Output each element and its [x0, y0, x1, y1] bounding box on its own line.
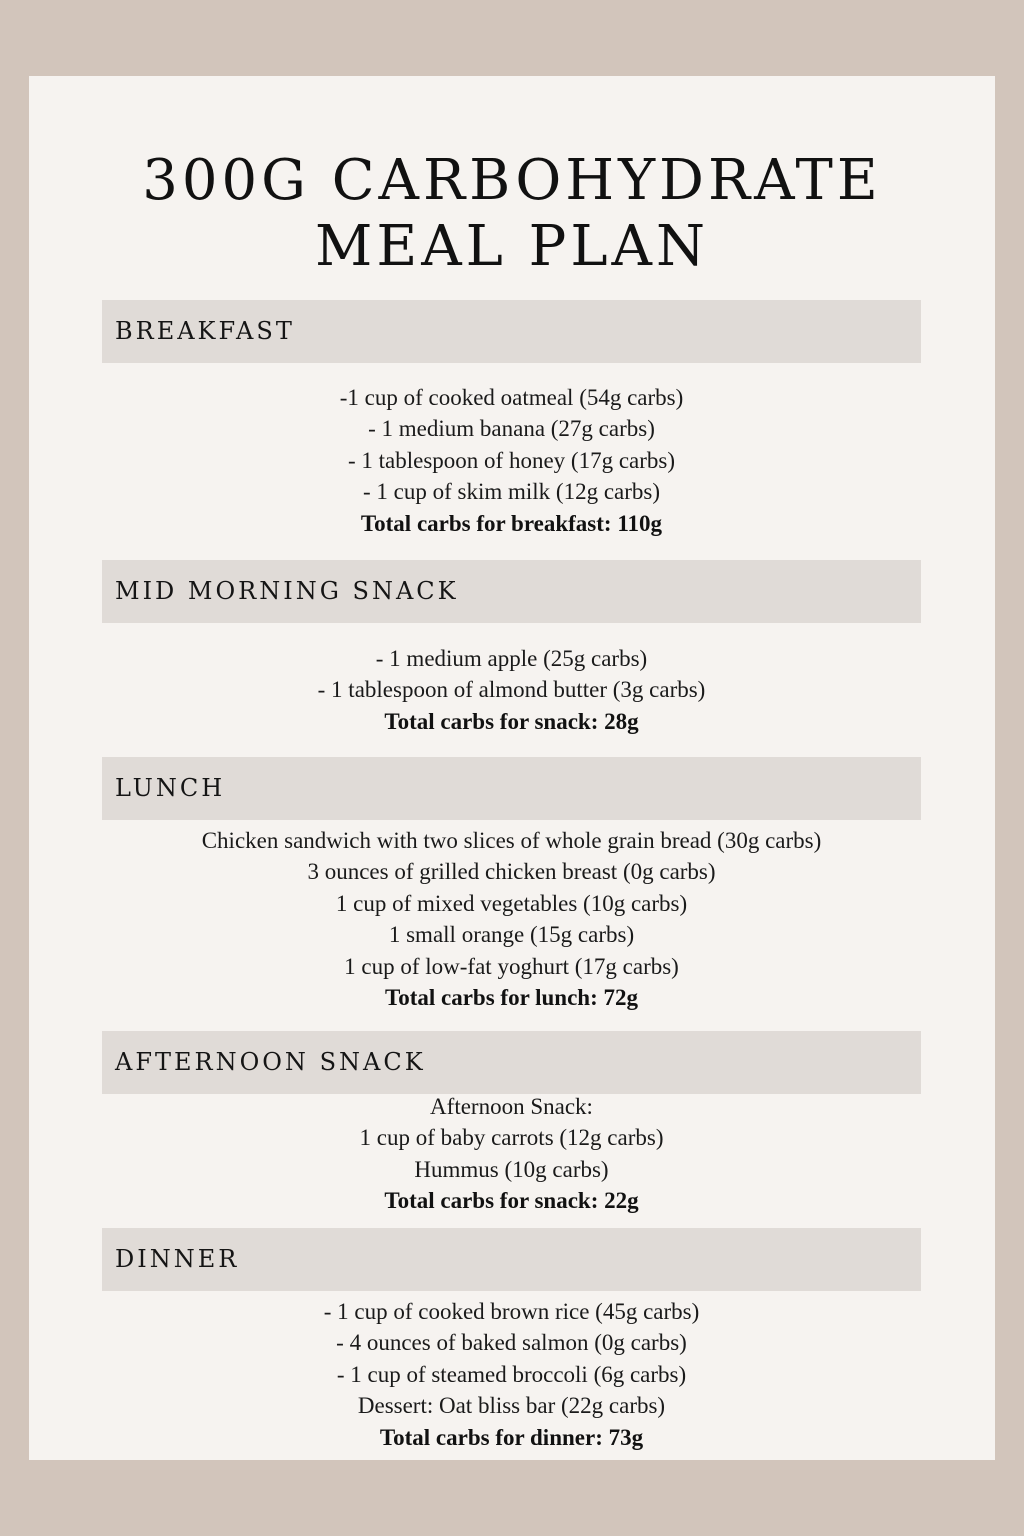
list-item: - 1 medium apple (25g carbs) [375, 646, 648, 671]
section-items-dinner [102, 1296, 921, 1453]
title-line-1: 300G CARBOHYDRATE [142, 148, 882, 213]
list-item: 1 cup of low-fat yoghurt (17g carbs) [344, 953, 679, 979]
section-total: Total carbs for lunch: 72g [384, 985, 639, 1011]
section-items-lunch [102, 825, 921, 1013]
list-item: - 1 cup of steamed broccoli (6g carbs) [336, 1361, 687, 1387]
section-heading: BREAKFAST [115, 317, 295, 345]
section-items-breakfast [102, 382, 921, 539]
list-item: Hummus (10g carbs) [414, 1156, 609, 1182]
section-total: Total carbs for snack: 22g [384, 1188, 639, 1214]
list-item: - 1 medium banana (27g carbs) [368, 416, 655, 442]
list-item: - 1 tablespoon of honey (17g carbs) [347, 447, 676, 473]
list-item: - 4 ounces of baked salmon (0g carbs) [336, 1330, 687, 1356]
list-item: -1 cup of cooked oatmeal (54g carbs) [339, 385, 684, 410]
title-line-2: MEAL PLAN [315, 214, 709, 279]
list-item: - 1 tablespoon of almond butter (3g carbs) [317, 677, 706, 703]
section-total: Total carbs for snack: 28g [384, 708, 639, 734]
section-items-afternoon-snack [102, 1091, 921, 1217]
page-title [0, 148, 1024, 280]
list-item: 3 ounces of grilled chicken breast (0g carbs) [307, 859, 716, 885]
list-item: 1 cup of baby carrots (12g carbs) [359, 1125, 664, 1151]
section-heading: AFTERNOON SNACK [115, 1048, 426, 1076]
list-item: - 1 cup of skim milk (12g carbs) [362, 479, 661, 505]
section-heading: MID MORNING SNACK [115, 577, 459, 605]
list-item: - 1 cup of cooked brown rice (45g carbs) [323, 1299, 700, 1324]
section-header-mid-morning-snack [102, 560, 921, 623]
section-total: Total carbs for dinner: 73g [379, 1424, 644, 1450]
section-header-afternoon-snack [102, 1031, 921, 1094]
list-item: 1 cup of mixed vegetables (10g carbs) [335, 890, 688, 916]
section-header-dinner [102, 1228, 921, 1291]
section-header-breakfast [102, 300, 921, 363]
list-item: Chicken sandwich with two slices of whole grain bread (30g carbs) [201, 828, 822, 853]
section-items-mid-morning-snack [102, 643, 921, 737]
list-item: Afternoon Snack: [430, 1094, 593, 1119]
section-heading: DINNER [115, 1245, 240, 1273]
section-heading: LUNCH [115, 774, 226, 802]
list-item: 1 small orange (15g carbs) [388, 922, 635, 948]
section-header-lunch [102, 757, 921, 820]
list-item: Dessert: Oat bliss bar (22g carbs) [357, 1393, 666, 1419]
section-total: Total carbs for breakfast: 110g [360, 510, 663, 536]
